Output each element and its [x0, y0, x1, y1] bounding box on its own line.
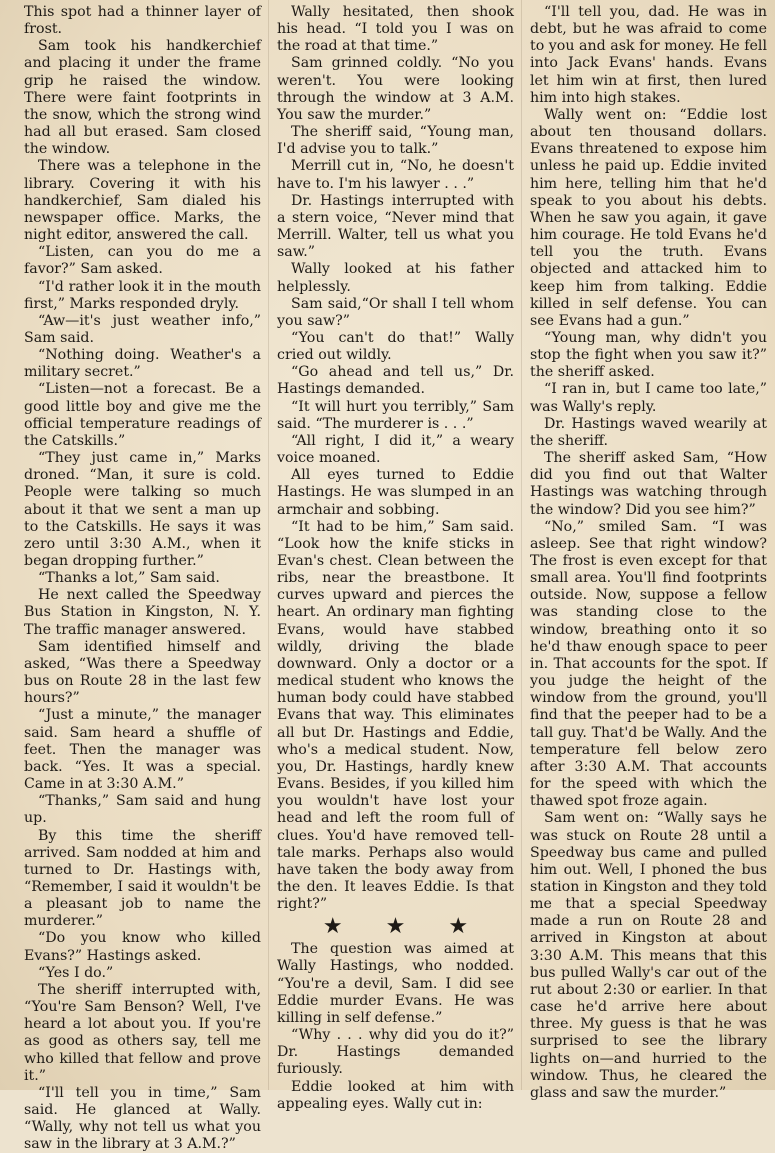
paragraph: “Nothing doing. Weather's a military secret.”	[24, 347, 261, 381]
paragraph: Dr. Hastings waved wearily at the sheriff.	[530, 415, 767, 449]
paragraph: The sheriff interrupted with, “You're Sam Benson? Well, I've heard a lot about you. If you're as good as others say, tell me who killed that fellow and prove it.”	[24, 981, 261, 1084]
paragraph: The question was aimed at Wally Hastings, who nodded. “You're a devil, Sam. I did see Eddie murder Evans. He was killing in self defense.”	[277, 941, 514, 1026]
paragraph: Sam took his handkerchief and placing it under the frame grip he raised the window. There were faint footprints in the snow, which the strong wind had all but erased. Sam closed the window.	[24, 38, 261, 158]
paragraph: All eyes turned to Eddie Hastings. He was slumped in an armchair and sobbing.	[277, 467, 514, 518]
text-column-1	[24, 4, 261, 1153]
paragraph: “All right, I did it,” a weary voice moaned.	[277, 432, 514, 467]
paragraph: “Aw—it's just weather info,” Sam said.	[24, 312, 261, 346]
paragraph: Sam grinned coldly. “No you weren't. You were looking through the window at 3 A.M. You saw the murder.”	[277, 55, 514, 123]
paragraph: Dr. Hastings interrupted with a stern voice, “Never mind that Merrill. Walter, tell us what you saw.”	[277, 192, 514, 261]
paragraph: “Thanks,” Sam said and hung up.	[24, 793, 261, 827]
paragraph: “Yes I do.”	[38, 964, 114, 981]
column-gutter	[268, 0, 269, 1090]
paragraph: Sam went on: “Wally says he was stuck on Route 28 until a Speedway bus came and pulled him out. Well, I phoned the bus station in Kingston and they told me that a special Speedway made a run on Route 28 and arrived in Kingston at about 3:30 A.M. This means that this bus pulled Wally's car out of the rut about 2:30 or earlier. In that case he'd arrive here about three. My guess is that he was surprised to see the library lights on—and hurried to the window. Thus, he cleared the glass and saw the murder.”	[530, 810, 767, 1101]
paragraph: “Do you know who killed Evans?” Hastings asked.	[24, 930, 261, 964]
paragraph: “Young man, why didn't you stop the fight when you saw it?” the sheriff asked.	[530, 329, 767, 381]
text-column-3	[530, 4, 767, 1102]
paragraph: Wally hesitated, then shook his head. “I told you I was on the road at that time.”	[277, 4, 514, 55]
paragraph: “It had to be him,” Sam said. “Look how the knife sticks in Evan's chest. Clean between the ribs, near the breastbone. It curves upward and pierces the heart. An ordinary man fighting Evans, would have stabbed wildly, driving the blade downward. Only a doctor or a medical student who knows the human body could have stabbed Evans that way. This eliminates all but Dr. Hastings and Eddie, who's a medical student. Now, you, Dr. Hastings, hardly knew Evans. Besides, if you killed him you wouldn't have lost your head and left the room full of clues. You'd have removed tell-tale marks. Perhaps also would have taken the body away from the den. It leaves Eddie. Is that right?”	[277, 518, 514, 913]
paragraph: This spot had a thinner layer of frost.	[24, 4, 261, 38]
paragraph: The sheriff asked Sam, “How did you find out that Walter Hastings was watching through the window? Did you see him?”	[530, 450, 767, 518]
paragraph: “Listen, can you do me a favor?” Sam asked.	[24, 244, 261, 278]
paragraph: The sheriff said, “Young man, I'd advise you to talk.”	[277, 124, 514, 158]
paragraph: “No,” smiled Sam. “I was asleep. See that right window? The frost is even except for that small area. You'll find footprints outside. Now, suppose a fellow was standing close to the window, breathing onto it so he'd thaw enough space to peer in. That accounts for the spot. If you judge the height of the window from the ground, you'll find that the peeper had to be a tall guy. That'd be Wally. And the temperature fell below zero after 3:30 A.M. That accounts for the speed with which the thawed spot froze again.	[530, 518, 767, 810]
paragraph: Eddie looked at him with appealing eyes. Wally cut in:	[277, 1078, 514, 1112]
paragraph: Merrill cut in, “No, he doesn't have to. I'm his lawyer . . .”	[277, 158, 514, 192]
paragraph: “I ran in, but I came too late,” was Wally's reply.	[530, 381, 767, 415]
paragraph: “Go ahead and tell us,” Dr. Hastings demanded.	[277, 364, 514, 398]
paragraph: “Listen—not a forecast. Be a good little boy and give me the official temperature readings of the Catskills.”	[24, 381, 261, 449]
paragraph: Sam said,“Or shall I tell whom you saw?”	[277, 295, 514, 329]
paragraph: Sam identified himself and asked, “Was there a Speedway bus on Route 28 in the last few hours?”	[24, 638, 261, 707]
paragraph: “It will hurt you terribly,” Sam said. “The murderer is . . .”	[277, 398, 514, 432]
paragraph: There was a telephone in the library. Covering it with his handkerchief, Sam dialed his newspaper office. Marks, the night editor, answered the call.	[24, 158, 261, 244]
paragraph: Wally looked at his father helplessly.	[277, 261, 514, 295]
paragraph: By this time the sheriff arrived. Sam nodded at him and turned to Dr. Hastings with, “Remember, I said it wouldn't be a pleasant job to name the murderer.”	[24, 827, 261, 930]
paragraph: “Why . . . why did you do it?” Dr. Hastings demanded furiously.	[277, 1027, 514, 1078]
column-gutter	[521, 0, 522, 1090]
paragraph: “I'll tell you, dad. He was in debt, but he was afraid to come to you and ask for money. He fell into Jack Evans' hands. Evans let him win at first, then lured him into high stakes.	[530, 4, 767, 106]
paragraph: “Just a minute,” the manager said. Sam heard a shuffle of feet. Then the manager was back. “Yes. It was a special. Came in at 3:30 A.M.”	[24, 707, 261, 793]
paragraph: “Thanks a lot,” Sam said.	[38, 570, 220, 587]
text-column-2	[277, 4, 514, 1113]
section-break-stars: ★ ★ ★	[322, 914, 487, 940]
paragraph: “They just came in,” Marks droned. “Man, it sure is cold. People were talking so much about it that we sent a man up to the Catskills. He says it was zero until 3:30 A.M., when it began dropping further.”	[24, 450, 261, 569]
paragraph: “You can't do that!” Wally cried out wildly.	[277, 329, 514, 364]
paragraph: “I'd rather look it in the mouth first,” Marks responded dryly.	[24, 278, 261, 312]
paragraph: Wally went on: “Eddie lost about ten thousand dollars. Evans threatened to expose him unless he paid up. Eddie invited him here, telling him that he'd speak to you about his debts. When he saw you again, it gave him courage. He told Evans he'd tell you the truth. Evans objected and attacked him to keep him from talking. Eddie killed in self defense. You can see Evans had a gun.”	[530, 106, 767, 329]
paragraph: He next called the Speedway Bus Station in Kingston, N. Y. The traffic manager answered.	[24, 587, 261, 638]
paragraph: “I'll tell you in time,” Sam said. He glanced at Wally. “Wally, why not tell us what you saw in the library at 3 A.M.?”	[24, 1084, 261, 1153]
